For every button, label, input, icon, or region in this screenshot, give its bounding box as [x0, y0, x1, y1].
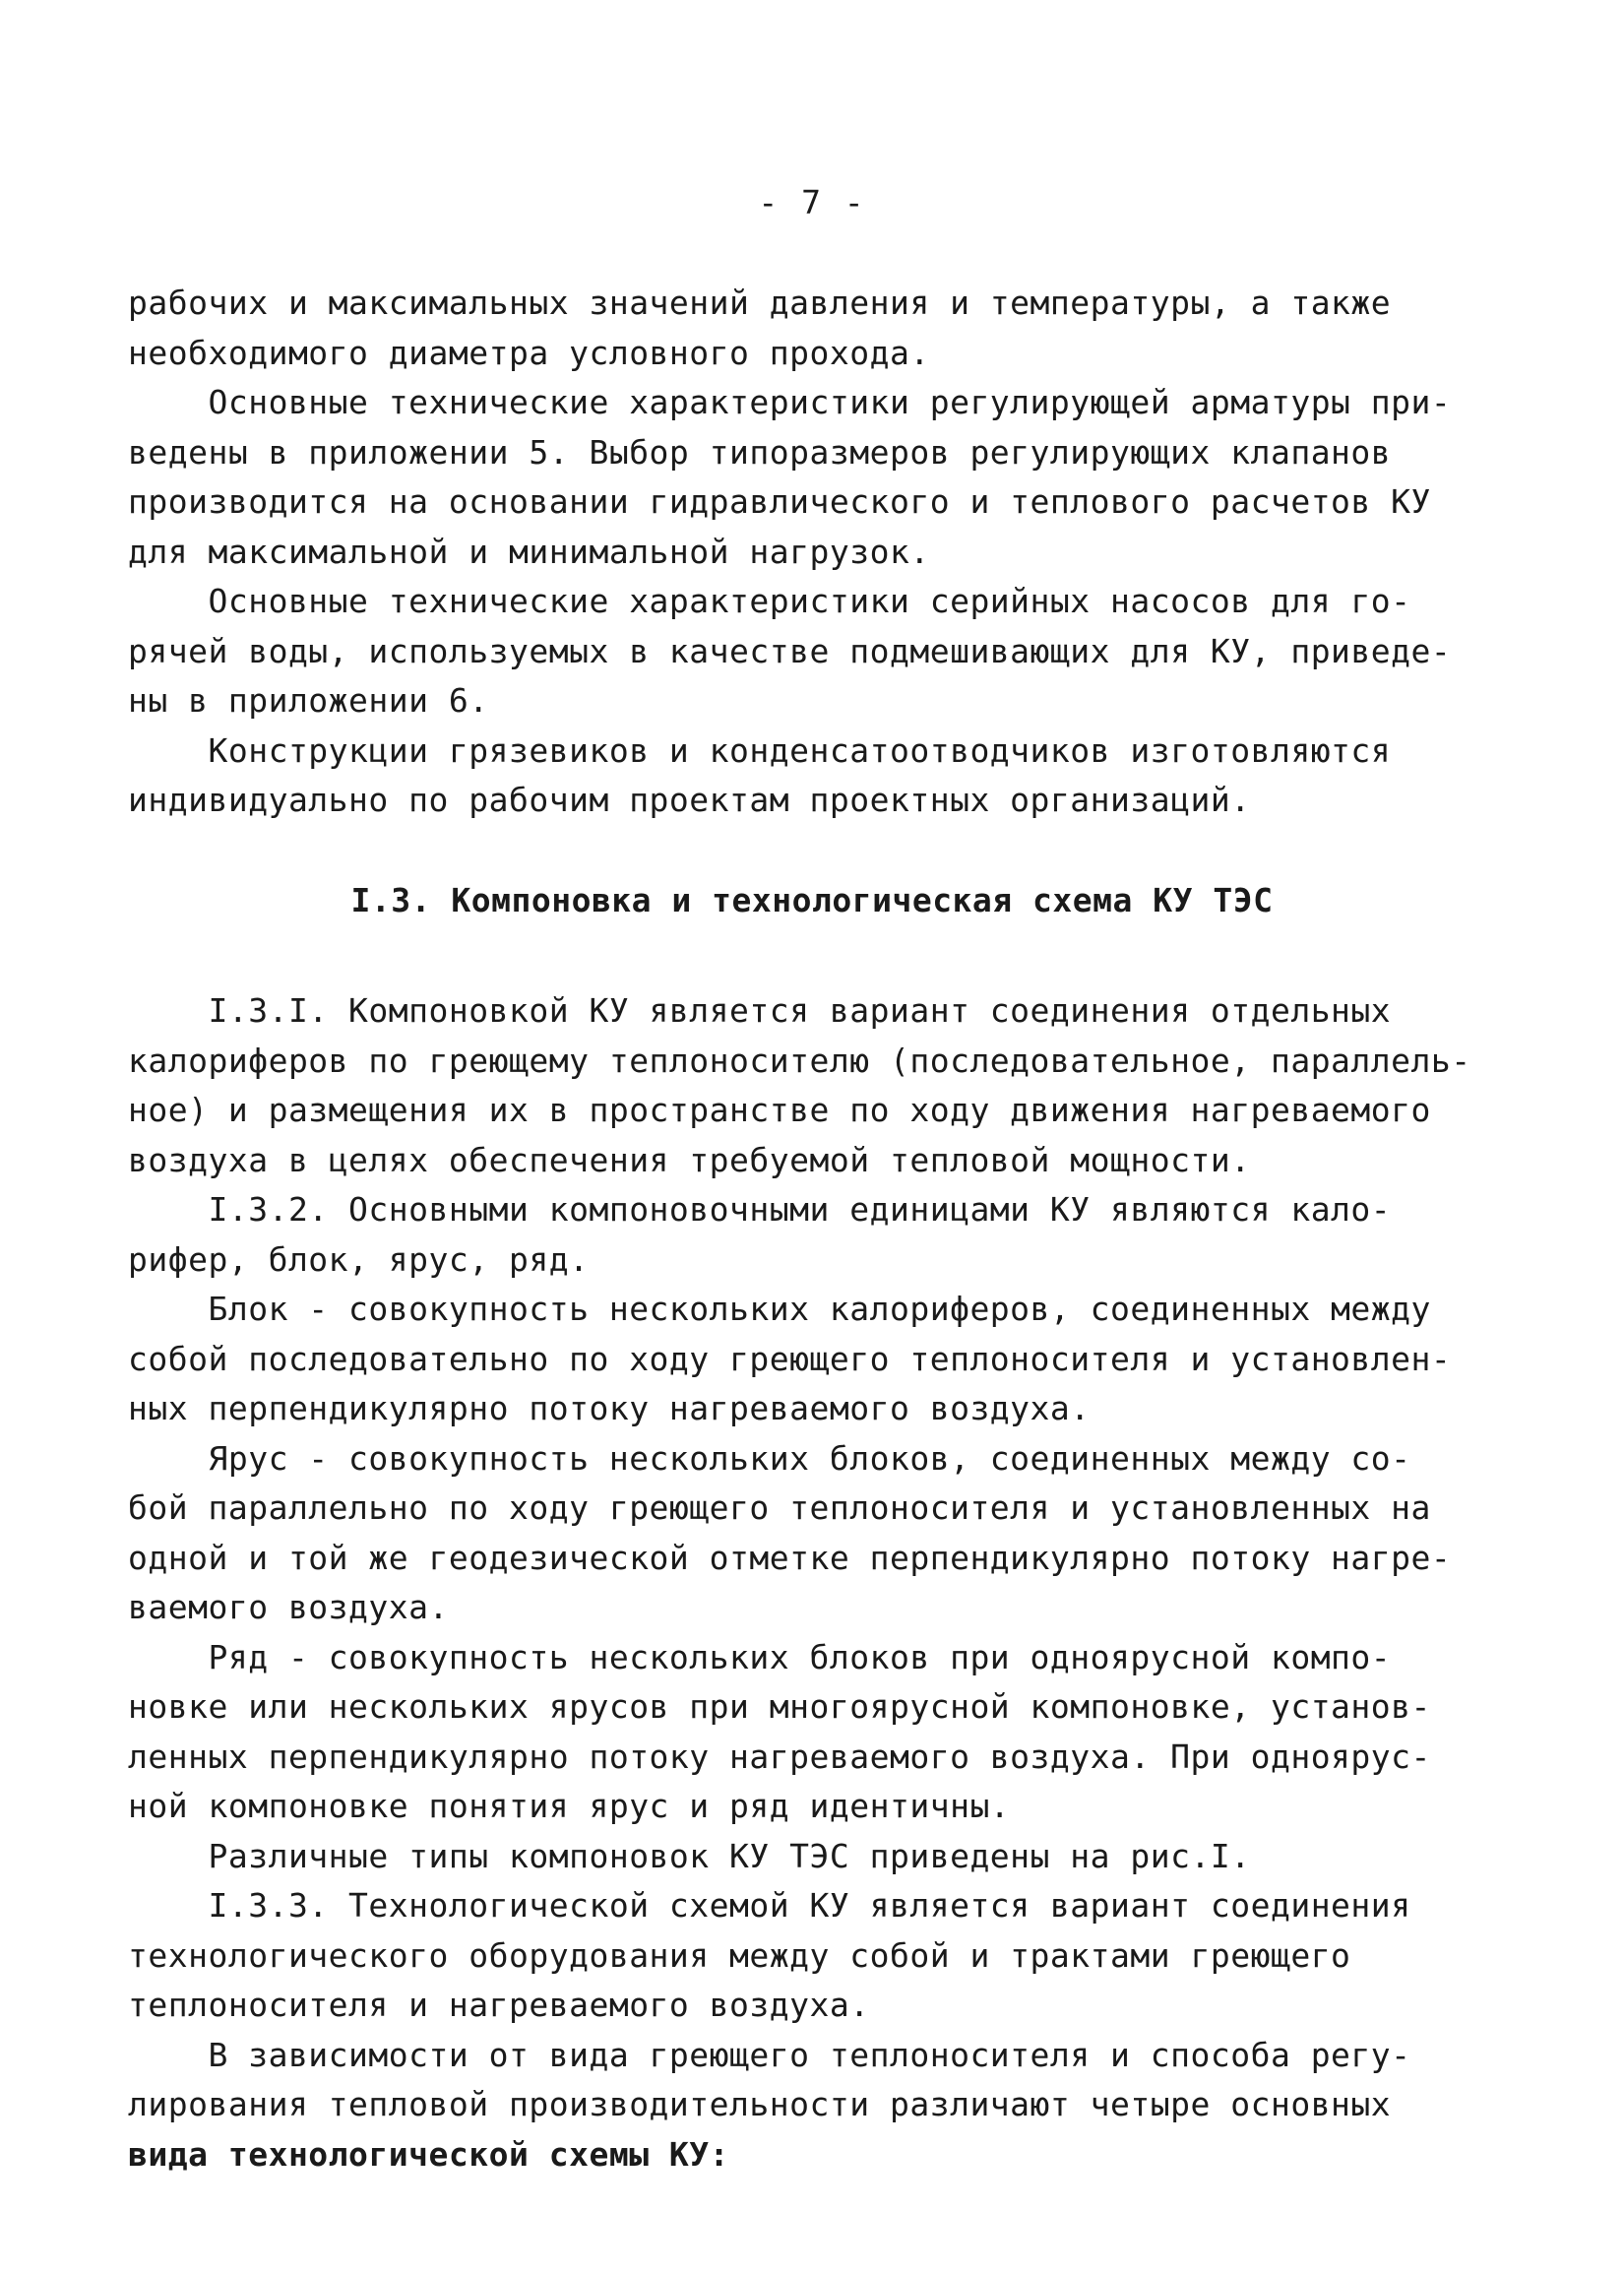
text-line: новке или нескольких ярусов при многоярусной компоновке, установ-	[128, 1687, 1431, 1726]
text-line: производится на основании гидравлического и теплового расчетов КУ	[128, 482, 1431, 521]
text-line: Конструкции грязевиков и конденсатоотводчиков изготовляются	[128, 730, 1392, 770]
text-line: ны в приложении 6.	[128, 681, 489, 720]
text-line: воздуха в целях обеспечения требуемой тепловой мощности.	[128, 1140, 1251, 1179]
text-line: лирования тепловой производительности различают четыре основных	[128, 2085, 1392, 2123]
text-line: необходимого диаметра условного прохода.	[128, 333, 930, 372]
page-number: - 7 -	[758, 183, 866, 221]
section-heading: I.3. Компоновка и технологическая схема КУ ТЭС	[350, 881, 1274, 919]
text-line: ных перпендикулярно потоку нагреваемого воздуха.	[128, 1389, 1091, 1427]
text-line: Блок - совокупность нескольких калориферов, соединенных между	[128, 1290, 1431, 1328]
text-line: вида технологической схемы КУ:	[128, 2134, 730, 2174]
text-line: ваемого воздуха.	[128, 1588, 449, 1626]
text-line: Основные технические характеристики регулирующей арматуры при-	[128, 383, 1452, 421]
text-line: ное) и размещения их в пространстве по ходу движения нагреваемого	[128, 1091, 1431, 1129]
text-line: технологического оборудования между собой и трактами греющего	[128, 1935, 1351, 1975]
text-line: I.3.I. Компоновкой КУ является вариант соединения отдельных	[128, 991, 1392, 1030]
text-line: рячей воды, используемых в качестве подмешивающих для КУ, приведе-	[128, 631, 1452, 670]
text-line: ленных перпендикулярно потоку нагреваемого воздуха. При одноярус-	[128, 1737, 1431, 1776]
text-line: одной и той же геодезической отметке перпендикулярно потоку нагре-	[128, 1538, 1452, 1577]
text-line: собой последовательно по ходу греющего теплоносителя и установлен-	[128, 1339, 1452, 1378]
text-line: В зависимости от вида греющего теплоносителя и способа регу-	[128, 2035, 1411, 2074]
text-line: Ряд - совокупность нескольких блоков при одноярусной компо-	[128, 1637, 1392, 1676]
text-line: рабочих и максимальных значений давления и температуры, а также	[128, 284, 1392, 322]
text-line: ведены в приложении 5. Выбор типоразмеров регулирующих клапанов	[128, 432, 1392, 472]
text-line: теплоносителя и нагреваемого воздуха.	[128, 1986, 870, 2024]
text-line: для максимальной и минимальной нагрузок.	[128, 532, 930, 571]
main-text-block	[128, 986, 1506, 2179]
text-line: Ярус - совокупность нескольких блоков, соединенных между со-	[128, 1438, 1411, 1478]
text-line: ной компоновке понятия ярус и ряд идентичны.	[128, 1787, 1011, 1825]
text-line: I.3.2. Основными компоновочными единицами КУ являются кало-	[128, 1190, 1392, 1229]
text-line: бой параллельно по ходу греющего теплоносителя и установленных на	[128, 1488, 1431, 1527]
text-line: Основные технические характеристики серийных насосов для го-	[128, 582, 1411, 620]
text-line: калориферов по греющему теплоносителю (последовательное, параллель-	[128, 1041, 1471, 1080]
text-line: Различные типы компоновок КУ ТЭС приведены на рис.I.	[128, 1836, 1251, 1875]
text-line: рифер, блок, ярус, ряд.	[128, 1239, 590, 1279]
intro-text-block	[128, 279, 1506, 826]
text-line: I.3.3. Технологической схемой КУ является вариант соединения	[128, 1886, 1411, 1925]
text-line: индивидуально по рабочим проектам проектных организаций.	[128, 781, 1251, 819]
